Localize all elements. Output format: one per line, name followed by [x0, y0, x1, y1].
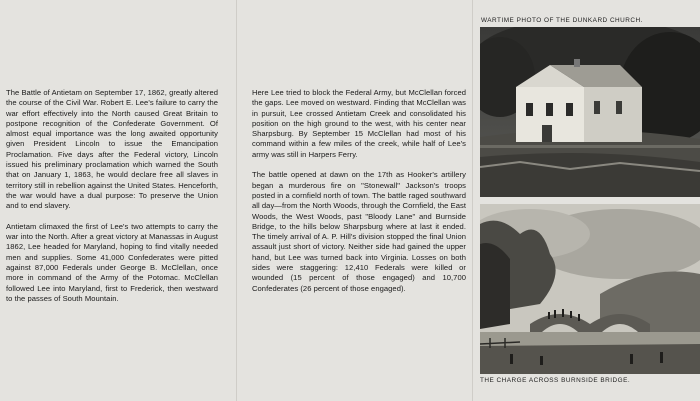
church-photo-icon	[480, 27, 700, 197]
text-column-left	[6, 88, 218, 315]
text-column-middle	[252, 88, 466, 304]
paragraph: Here Lee tried to block the Federal Army, but McClellan forced the gaps. Lee moved on westward. Finding that McClellan was in pursuit, Lee crossed Antietam Creek and consolidated his position on the high ground to the west, with his center near Sharpsburg. By September 15 McClellan had most of his command within a few miles of the creek, while half of Lee's army was still in Harpers Ferry.	[252, 88, 466, 159]
fold-line	[236, 0, 237, 401]
church-photo	[480, 27, 700, 197]
battle-engraving	[480, 204, 700, 374]
paragraph: The battle opened at dawn on the 17th as Hooker's artillery began a murderous fire on "Stonewall" Jackson's troops posted in a cornfield north of town. The battle raged southward all day—from the North Woods, through the Cornfield, the East Woods, the West Woods, past "Bloody Lane" and Burnside Bridge, to the hills below Sharpsburg where at last it ended. The timely arrival of A. P. Hill's division stopped the final Union assault just short of victory. Neither side had gained the upper hand, but Lee was turned back into Virginia. Losses on both sides were staggering: 12,410 Federals were killed or wounded (15 percent of those engaged) and 10,700 Confederates (26 percent of those engaged).	[252, 170, 466, 293]
battle-engraving-icon	[480, 204, 700, 374]
paragraph: Antietam climaxed the first of Lee's two attempts to carry the war into the North. After a great victory at Manassas in August 1862, Lee headed for Maryland, hoping to find vitally needed men and supplies. Some 41,000 Confederates were pitted against 87,000 Federals under George B. McClellan, once more in command of the Army of the Potomac. McClellan followed Lee into Maryland, first to Frederick, then westward to the passes of South Mountain.	[6, 221, 218, 303]
photo-caption-bottom: THE CHARGE ACROSS BURNSIDE BRIDGE.	[480, 377, 631, 384]
photo-caption-top: WARTIME PHOTO OF THE DUNKARD CHURCH.	[481, 17, 643, 24]
fold-line	[472, 0, 473, 401]
paragraph: The Battle of Antietam on September 17, 1862, greatly altered the course of the Civil War. Robert E. Lee's failure to carry the war effort effectively into the North caused Great Britain to postpone recognition of the Confederate Government. Of almost equal importance was the long awaited opportunity given President Lincoln to issue the Emancipation Proclamation. Five days after the Federal victory, Lincoln issued his preliminary proclamation which warned the South that on January 1, 1863, he would declare free all slaves in territory still in rebellion against the United States. Henceforth, the war would have a dual purpose: To preserve the Union and to end slavery.	[6, 88, 218, 211]
